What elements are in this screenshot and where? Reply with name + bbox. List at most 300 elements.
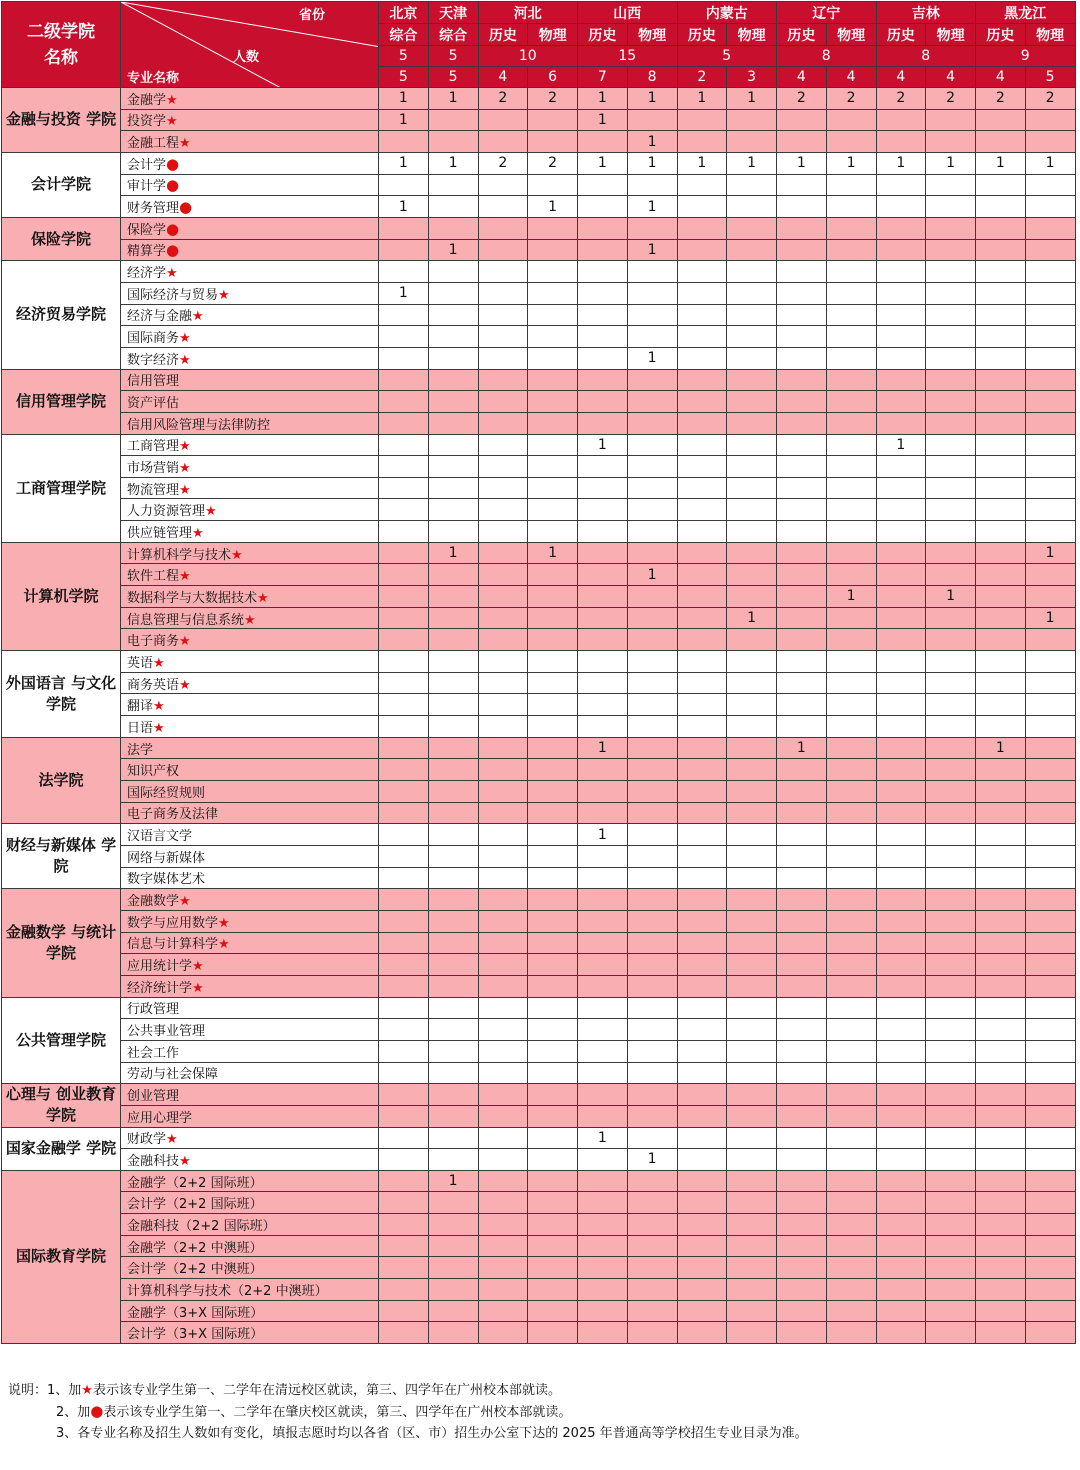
quota-cell bbox=[528, 781, 578, 803]
major-name: 会计学 bbox=[127, 157, 167, 173]
quota-cell bbox=[1025, 261, 1075, 283]
table-row bbox=[2, 174, 1076, 196]
quota-cell bbox=[478, 304, 528, 326]
quota-cell bbox=[926, 174, 976, 196]
quota-cell bbox=[727, 845, 777, 867]
quota-cell bbox=[677, 174, 727, 196]
note-2: 2、加●表示该专业学生第一、二学年在肇庆校区就读，第三、四学年在广州校本部就读。 bbox=[56, 1402, 572, 1420]
province-header: 黑龙江 bbox=[976, 2, 1076, 24]
quota-cell bbox=[876, 521, 926, 543]
quota-cell bbox=[777, 694, 827, 716]
major-name: 翻译 bbox=[127, 699, 154, 715]
quota-cell bbox=[627, 1040, 677, 1062]
quota-cell bbox=[677, 672, 727, 694]
quota-cell bbox=[777, 1322, 827, 1344]
college-name: 外国语言 与文化学院 bbox=[2, 651, 121, 738]
quota-cell: 2 bbox=[528, 88, 578, 110]
major-name: 信用风险管理与法律防控 bbox=[127, 417, 271, 433]
notes bbox=[8, 1380, 808, 1444]
major-cell bbox=[121, 282, 379, 304]
quota-cell bbox=[727, 1257, 777, 1279]
quota-cell bbox=[528, 1192, 578, 1214]
quota-cell bbox=[627, 954, 677, 976]
quota-cell bbox=[478, 759, 528, 781]
quota-cell bbox=[528, 1062, 578, 1084]
quota-cell bbox=[528, 910, 578, 932]
quota-cell bbox=[627, 1214, 677, 1236]
quota-cell bbox=[528, 521, 578, 543]
table-row bbox=[2, 1322, 1076, 1344]
quota-cell bbox=[976, 499, 1026, 521]
quota-cell bbox=[627, 391, 677, 413]
quota-cell bbox=[976, 261, 1026, 283]
quota-cell bbox=[428, 651, 478, 673]
quota-cell bbox=[428, 759, 478, 781]
quota-cell bbox=[428, 412, 478, 434]
quota-cell bbox=[926, 889, 976, 911]
quota-cell bbox=[876, 174, 926, 196]
column-total: 4 bbox=[926, 67, 976, 88]
quota-cell bbox=[478, 131, 528, 153]
quota-cell bbox=[926, 651, 976, 673]
quota-cell bbox=[1025, 477, 1075, 499]
quota-cell bbox=[379, 824, 429, 846]
quota-cell bbox=[677, 910, 727, 932]
quota-cell bbox=[428, 954, 478, 976]
quota-cell bbox=[727, 542, 777, 564]
quota-cell bbox=[926, 716, 976, 738]
quota-cell bbox=[1025, 737, 1075, 759]
college-name: 国家金融学 学院 bbox=[2, 1127, 121, 1170]
major-cell bbox=[121, 607, 379, 629]
quota-cell bbox=[876, 1019, 926, 1041]
quota-cell bbox=[876, 412, 926, 434]
quota-cell bbox=[578, 196, 628, 218]
quota-cell bbox=[528, 1127, 578, 1149]
quota-cell bbox=[578, 672, 628, 694]
quota-cell bbox=[528, 456, 578, 478]
quota-cell bbox=[976, 694, 1026, 716]
quota-cell bbox=[1025, 975, 1075, 997]
quota-cell bbox=[578, 759, 628, 781]
quota-cell bbox=[677, 997, 727, 1019]
quota-cell: 1 bbox=[627, 196, 677, 218]
major-name: 日语 bbox=[127, 720, 154, 736]
quota-cell bbox=[976, 781, 1026, 803]
quota-cell bbox=[777, 1192, 827, 1214]
quota-cell bbox=[428, 304, 478, 326]
quota-cell bbox=[826, 824, 876, 846]
quota-cell bbox=[876, 1127, 926, 1149]
quota-cell bbox=[926, 1149, 976, 1171]
college-name: 心理与 创业教育学院 bbox=[2, 1084, 121, 1127]
quota-cell bbox=[777, 867, 827, 889]
quota-cell bbox=[677, 217, 727, 239]
quota-cell bbox=[777, 434, 827, 456]
quota-cell bbox=[379, 347, 429, 369]
quota-cell bbox=[926, 499, 976, 521]
major-cell bbox=[121, 1127, 379, 1149]
quota-cell bbox=[428, 802, 478, 824]
quota-cell bbox=[876, 499, 926, 521]
province-total: 8 bbox=[876, 46, 976, 67]
quota-cell bbox=[777, 542, 827, 564]
quota-cell bbox=[627, 737, 677, 759]
quota-cell bbox=[528, 282, 578, 304]
quota-cell bbox=[478, 521, 528, 543]
quota-cell bbox=[826, 1279, 876, 1301]
quota-cell bbox=[677, 607, 727, 629]
quota-cell bbox=[627, 369, 677, 391]
major-name: 经济与金融 bbox=[127, 309, 193, 325]
quota-cell bbox=[677, 586, 727, 608]
table-row bbox=[2, 1019, 1076, 1041]
table-row bbox=[2, 1192, 1076, 1214]
major-name: 市场营销 bbox=[127, 460, 180, 476]
quota-cell bbox=[528, 499, 578, 521]
quota-cell bbox=[478, 1279, 528, 1301]
table-row bbox=[2, 716, 1076, 738]
quota-cell: 1 bbox=[876, 434, 926, 456]
province-total: 8 bbox=[777, 46, 877, 67]
quota-cell bbox=[1025, 694, 1075, 716]
province-header: 辽宁 bbox=[777, 2, 877, 24]
quota-cell bbox=[876, 1062, 926, 1084]
quota-cell bbox=[926, 1322, 976, 1344]
quota-cell bbox=[876, 1170, 926, 1192]
quota-cell bbox=[826, 1214, 876, 1236]
quota-cell bbox=[478, 802, 528, 824]
quota-cell bbox=[578, 1040, 628, 1062]
major-name: 金融学（3+X 国际班） bbox=[127, 1305, 264, 1321]
quota-cell bbox=[926, 564, 976, 586]
quota-cell bbox=[428, 845, 478, 867]
quota-cell bbox=[1025, 391, 1075, 413]
table-row bbox=[2, 456, 1076, 478]
quota-cell bbox=[379, 412, 429, 434]
quota-cell bbox=[777, 975, 827, 997]
quota-cell bbox=[478, 326, 528, 348]
quota-cell bbox=[379, 651, 429, 673]
major-cell bbox=[121, 1300, 379, 1322]
quota-cell bbox=[876, 910, 926, 932]
quota-cell bbox=[727, 326, 777, 348]
college-name: 保险学院 bbox=[2, 217, 121, 260]
quota-cell bbox=[528, 1105, 578, 1127]
quota-cell bbox=[428, 672, 478, 694]
star-icon: ★ bbox=[179, 460, 191, 476]
quota-cell bbox=[1025, 282, 1075, 304]
subject-header: 综合 bbox=[379, 24, 429, 46]
table-row bbox=[2, 131, 1076, 153]
quota-cell bbox=[379, 1149, 429, 1171]
quota-cell bbox=[876, 542, 926, 564]
quota-cell bbox=[1025, 997, 1075, 1019]
quota-cell bbox=[826, 1322, 876, 1344]
quota-cell bbox=[926, 347, 976, 369]
quota-cell bbox=[926, 932, 976, 954]
quota-cell: 1 bbox=[727, 607, 777, 629]
quota-cell bbox=[826, 326, 876, 348]
quota-cell bbox=[926, 369, 976, 391]
quota-cell bbox=[727, 1192, 777, 1214]
quota-cell: 2 bbox=[926, 88, 976, 110]
quota-cell: 1 bbox=[379, 196, 429, 218]
major-name: 信用管理 bbox=[127, 374, 180, 390]
college-name: 工商管理学院 bbox=[2, 434, 121, 542]
quota-cell bbox=[777, 716, 827, 738]
quota-cell bbox=[976, 845, 1026, 867]
quota-cell bbox=[926, 282, 976, 304]
quota-cell bbox=[976, 1192, 1026, 1214]
quota-cell bbox=[976, 239, 1026, 261]
quota-cell bbox=[677, 1105, 727, 1127]
star-icon: ★ bbox=[218, 287, 230, 303]
quota-cell bbox=[826, 196, 876, 218]
quota-cell bbox=[826, 759, 876, 781]
major-name: 金融数学 bbox=[127, 894, 180, 910]
major-cell bbox=[121, 867, 379, 889]
column-total: 5 bbox=[379, 67, 429, 88]
major-name: 会计学（2+2 国际班） bbox=[127, 1197, 263, 1213]
quota-cell bbox=[478, 954, 528, 976]
quota-cell bbox=[1025, 781, 1075, 803]
quota-cell: 2 bbox=[826, 88, 876, 110]
quota-cell: 1 bbox=[876, 152, 926, 174]
quota-cell bbox=[976, 304, 1026, 326]
major-name: 会计学（2+2 中澳班） bbox=[127, 1262, 263, 1278]
quota-cell bbox=[777, 1019, 827, 1041]
quota-cell bbox=[478, 1192, 528, 1214]
quota-cell bbox=[1025, 196, 1075, 218]
quota-cell bbox=[478, 239, 528, 261]
major-name: 网络与新媒体 bbox=[127, 850, 206, 866]
table-row bbox=[2, 975, 1076, 997]
quota-cell bbox=[976, 521, 1026, 543]
quota-cell bbox=[926, 975, 976, 997]
quota-cell bbox=[976, 542, 1026, 564]
quota-cell bbox=[926, 802, 976, 824]
quota-cell bbox=[876, 889, 926, 911]
quota-cell bbox=[528, 889, 578, 911]
quota-cell bbox=[528, 802, 578, 824]
table-row bbox=[2, 867, 1076, 889]
quota-cell bbox=[677, 694, 727, 716]
table-row bbox=[2, 629, 1076, 651]
major-cell bbox=[121, 1192, 379, 1214]
major-name: 电子商务及法律 bbox=[127, 807, 219, 823]
quota-cell bbox=[727, 954, 777, 976]
quota-cell: 1 bbox=[627, 347, 677, 369]
quota-cell bbox=[379, 586, 429, 608]
quota-cell bbox=[627, 1170, 677, 1192]
major-name: 社会工作 bbox=[127, 1045, 180, 1061]
quota-cell bbox=[379, 1170, 429, 1192]
quota-cell bbox=[926, 694, 976, 716]
quota-cell bbox=[428, 1149, 478, 1171]
quota-cell bbox=[777, 131, 827, 153]
table-row bbox=[2, 152, 1076, 174]
quota-cell bbox=[478, 109, 528, 131]
quota-cell bbox=[876, 1235, 926, 1257]
quota-cell bbox=[976, 456, 1026, 478]
star-icon: ★ bbox=[179, 569, 191, 585]
major-cell bbox=[121, 824, 379, 846]
major-cell bbox=[121, 694, 379, 716]
quota-cell bbox=[926, 1257, 976, 1279]
major-cell bbox=[121, 1149, 379, 1171]
quota-cell: 2 bbox=[777, 88, 827, 110]
major-name: 劳动与社会保障 bbox=[127, 1067, 219, 1083]
table-row bbox=[2, 326, 1076, 348]
quota-cell bbox=[826, 975, 876, 997]
quota-cell bbox=[727, 347, 777, 369]
quota-cell bbox=[1025, 672, 1075, 694]
quota-cell bbox=[677, 521, 727, 543]
quota-cell bbox=[976, 477, 1026, 499]
major-name: 精算学 bbox=[127, 244, 167, 260]
quota-cell bbox=[777, 1214, 827, 1236]
quota-cell bbox=[926, 434, 976, 456]
quota-cell bbox=[926, 1040, 976, 1062]
quota-cell bbox=[379, 304, 429, 326]
quota-cell bbox=[926, 1192, 976, 1214]
star-icon: ★ bbox=[179, 1153, 191, 1169]
quota-cell bbox=[727, 672, 777, 694]
quota-cell bbox=[528, 672, 578, 694]
major-name: 创业管理 bbox=[127, 1089, 180, 1105]
quota-cell bbox=[677, 499, 727, 521]
major-name: 计算机科学与技术 bbox=[127, 547, 232, 563]
table-row bbox=[2, 694, 1076, 716]
quota-cell bbox=[627, 824, 677, 846]
quota-cell bbox=[826, 499, 876, 521]
quota-cell bbox=[379, 456, 429, 478]
quota-cell bbox=[976, 1257, 1026, 1279]
quota-cell bbox=[627, 542, 677, 564]
quota-cell bbox=[677, 975, 727, 997]
quota-cell bbox=[777, 369, 827, 391]
quota-cell bbox=[727, 282, 777, 304]
table-row bbox=[2, 347, 1076, 369]
quota-cell bbox=[826, 109, 876, 131]
quota-cell: 1 bbox=[578, 109, 628, 131]
quota-cell bbox=[379, 477, 429, 499]
quota-cell: 1 bbox=[578, 824, 628, 846]
quota-cell bbox=[727, 802, 777, 824]
quota-cell bbox=[876, 1149, 926, 1171]
column-total: 4 bbox=[876, 67, 926, 88]
quota-cell bbox=[578, 261, 628, 283]
quota-cell bbox=[379, 1084, 429, 1106]
quota-cell bbox=[976, 1040, 1026, 1062]
major-cell bbox=[121, 326, 379, 348]
quota-cell bbox=[627, 456, 677, 478]
quota-cell bbox=[578, 629, 628, 651]
quota-cell bbox=[578, 239, 628, 261]
quota-cell bbox=[777, 824, 827, 846]
quota-cell bbox=[727, 1300, 777, 1322]
major-cell bbox=[121, 672, 379, 694]
subject-header: 物理 bbox=[627, 24, 677, 46]
quota-cell: 1 bbox=[528, 196, 578, 218]
quota-cell bbox=[379, 716, 429, 738]
table-row bbox=[2, 932, 1076, 954]
table-row bbox=[2, 391, 1076, 413]
quota-cell bbox=[528, 954, 578, 976]
quota-cell bbox=[976, 975, 1026, 997]
table-row bbox=[2, 564, 1076, 586]
column-total: 5 bbox=[428, 67, 478, 88]
quota-cell bbox=[727, 716, 777, 738]
quota-cell bbox=[976, 326, 1026, 348]
quota-cell bbox=[876, 954, 926, 976]
quota-cell: 1 bbox=[428, 542, 478, 564]
quota-cell bbox=[826, 954, 876, 976]
province-total: 5 bbox=[379, 46, 429, 67]
quota-cell bbox=[777, 412, 827, 434]
quota-cell bbox=[826, 845, 876, 867]
quota-cell bbox=[1025, 1040, 1075, 1062]
quota-cell bbox=[627, 997, 677, 1019]
quota-cell bbox=[727, 217, 777, 239]
quota-cell bbox=[528, 586, 578, 608]
quota-cell bbox=[1025, 369, 1075, 391]
quota-cell bbox=[727, 651, 777, 673]
quota-cell bbox=[478, 1300, 528, 1322]
quota-cell bbox=[826, 694, 876, 716]
major-name: 软件工程 bbox=[127, 569, 180, 585]
quota-cell bbox=[976, 759, 1026, 781]
major-cell bbox=[121, 716, 379, 738]
quota-cell bbox=[677, 477, 727, 499]
quota-cell: 1 bbox=[379, 109, 429, 131]
note-1: 说明：1、加★表示该专业学生第一、二学年在清远校区就读，第三、四学年在广州校本部就读。 bbox=[8, 1383, 561, 1398]
quota-cell bbox=[876, 997, 926, 1019]
major-cell bbox=[121, 586, 379, 608]
quota-cell bbox=[727, 759, 777, 781]
quota-cell bbox=[379, 1235, 429, 1257]
quota-cell bbox=[1025, 1105, 1075, 1127]
quota-cell bbox=[976, 932, 1026, 954]
province-header: 北京 bbox=[379, 2, 429, 24]
quota-cell: 1 bbox=[926, 586, 976, 608]
quota-cell bbox=[976, 217, 1026, 239]
quota-cell bbox=[926, 109, 976, 131]
quota-cell bbox=[379, 1322, 429, 1344]
quota-cell: 1 bbox=[627, 131, 677, 153]
major-cell bbox=[121, 521, 379, 543]
quota-cell bbox=[727, 174, 777, 196]
quota-cell bbox=[826, 521, 876, 543]
quota-cell: 1 bbox=[578, 152, 628, 174]
quota-cell bbox=[926, 1019, 976, 1041]
column-total: 2 bbox=[677, 67, 727, 88]
quota-cell bbox=[578, 1257, 628, 1279]
quota-cell bbox=[777, 239, 827, 261]
quota-cell bbox=[627, 1019, 677, 1041]
table-row bbox=[2, 607, 1076, 629]
quota-cell bbox=[727, 1127, 777, 1149]
college-name: 国际教育学院 bbox=[2, 1170, 121, 1343]
major-cell bbox=[121, 1062, 379, 1084]
quota-cell bbox=[578, 607, 628, 629]
quota-cell bbox=[677, 1279, 727, 1301]
quota-cell bbox=[379, 694, 429, 716]
quota-cell bbox=[876, 802, 926, 824]
quota-cell bbox=[976, 629, 1026, 651]
quota-cell bbox=[627, 586, 677, 608]
